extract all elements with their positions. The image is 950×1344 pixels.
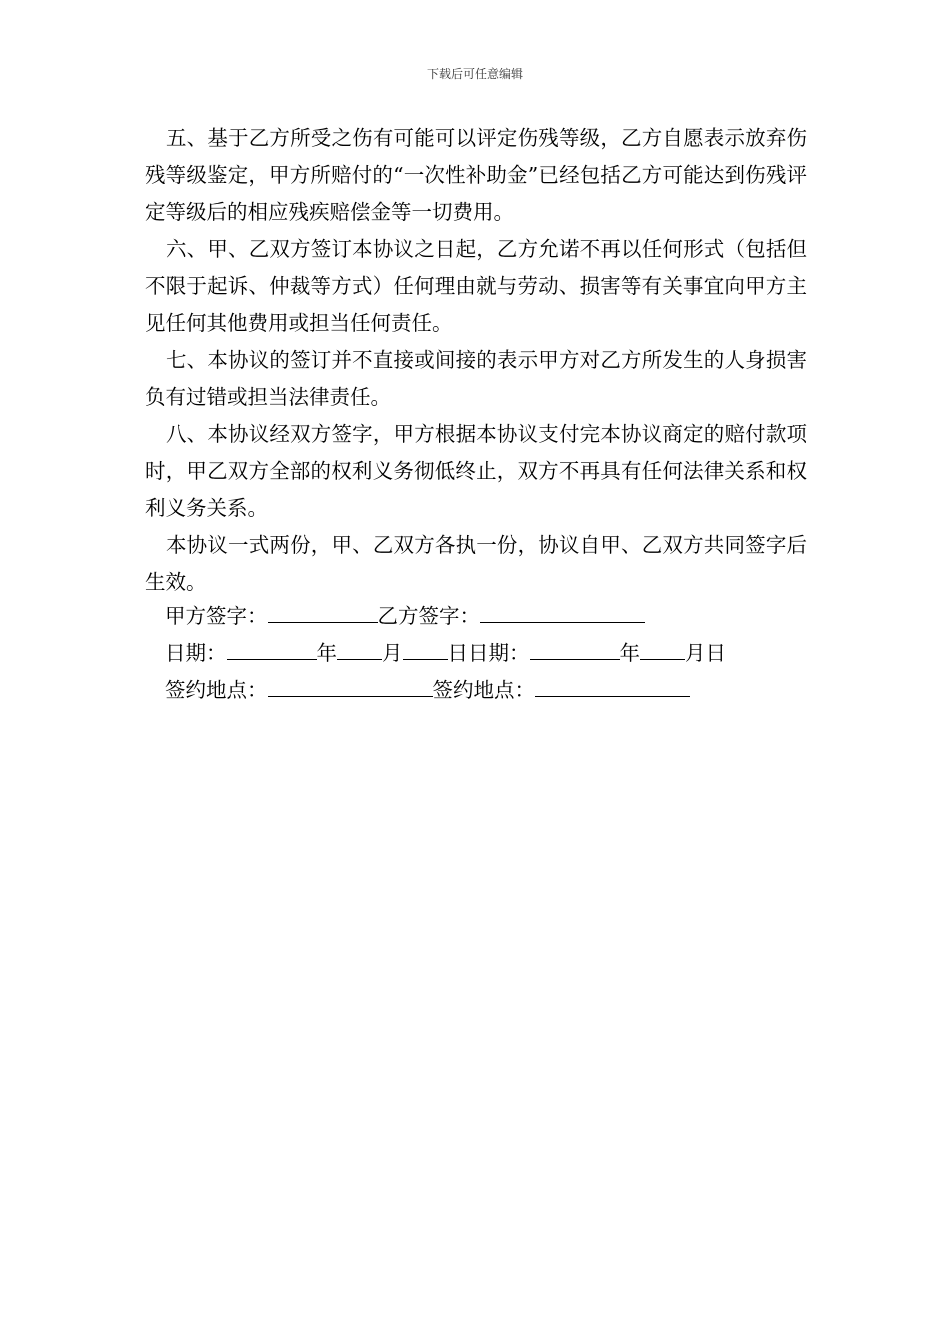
signature-block: [165, 598, 785, 709]
party-a-month-blank[interactable]: [337, 637, 382, 660]
party-a-year-label: 年: [316, 641, 337, 665]
party-b-signature-blank[interactable]: [480, 600, 645, 623]
place-row: [165, 672, 785, 709]
party-a-year-blank[interactable]: [227, 637, 317, 660]
party-a-signature-label: 甲方签字：: [165, 604, 268, 628]
party-b-signature-label: 乙方签字：: [377, 604, 480, 628]
party-b-year-blank[interactable]: [530, 637, 620, 660]
copies-clause: 本协议一式两份，甲、乙双方各执一份，协议自甲、乙双方共同签字后生效。: [145, 533, 807, 594]
party-b-place-label: 签约地点：: [432, 678, 535, 702]
party-a-signature-blank[interactable]: [268, 600, 378, 623]
party-a-day-blank[interactable]: [403, 637, 448, 660]
date-row: [165, 635, 785, 672]
clause-seven: 七、本协议的签订并不直接或间接的表示甲方对乙方所发生的人身损害负有过错或担当法律责任。: [145, 348, 807, 409]
party-a-month-label: 月: [382, 641, 403, 665]
signature-row: [165, 598, 785, 635]
clause-six: 六、甲、乙双方签订本协议之日起，乙方允诺不再以任何形式（包括但不限于起诉、仲裁等方式）任何理由就与劳动、损害等有关事宜向甲方主见任何其他费用或担当任何责任。: [145, 237, 807, 335]
agreement-body: [145, 120, 807, 601]
clause-eight: 八、本协议经双方签字，甲方根据本协议支付完本协议商定的赔付款项时，甲乙双方全部的权利义务彻低终止，双方不再具有任何法律关系和权利义务关系。: [145, 422, 807, 520]
party-b-month-day-label: 月日: [685, 641, 726, 665]
party-b-year-label: 年: [619, 641, 640, 665]
party-a-place-blank[interactable]: [268, 674, 433, 697]
party-a-date-label: 日期：: [165, 641, 227, 665]
party-b-date-label: 日日期：: [447, 641, 530, 665]
party-b-month-blank[interactable]: [640, 637, 685, 660]
party-a-place-label: 签约地点：: [165, 678, 268, 702]
party-b-place-blank[interactable]: [535, 674, 690, 697]
page-header: 下载后可任意编辑: [426, 67, 523, 81]
clause-five: 五、基于乙方所受之伤有可能可以评定伤残等级，乙方自愿表示放弃伤残等级鉴定，甲方所赔付的“一次性补助金”已经包括乙方可能达到伤残评定等级后的相应残疾赔偿金等一切费用。: [145, 126, 807, 224]
